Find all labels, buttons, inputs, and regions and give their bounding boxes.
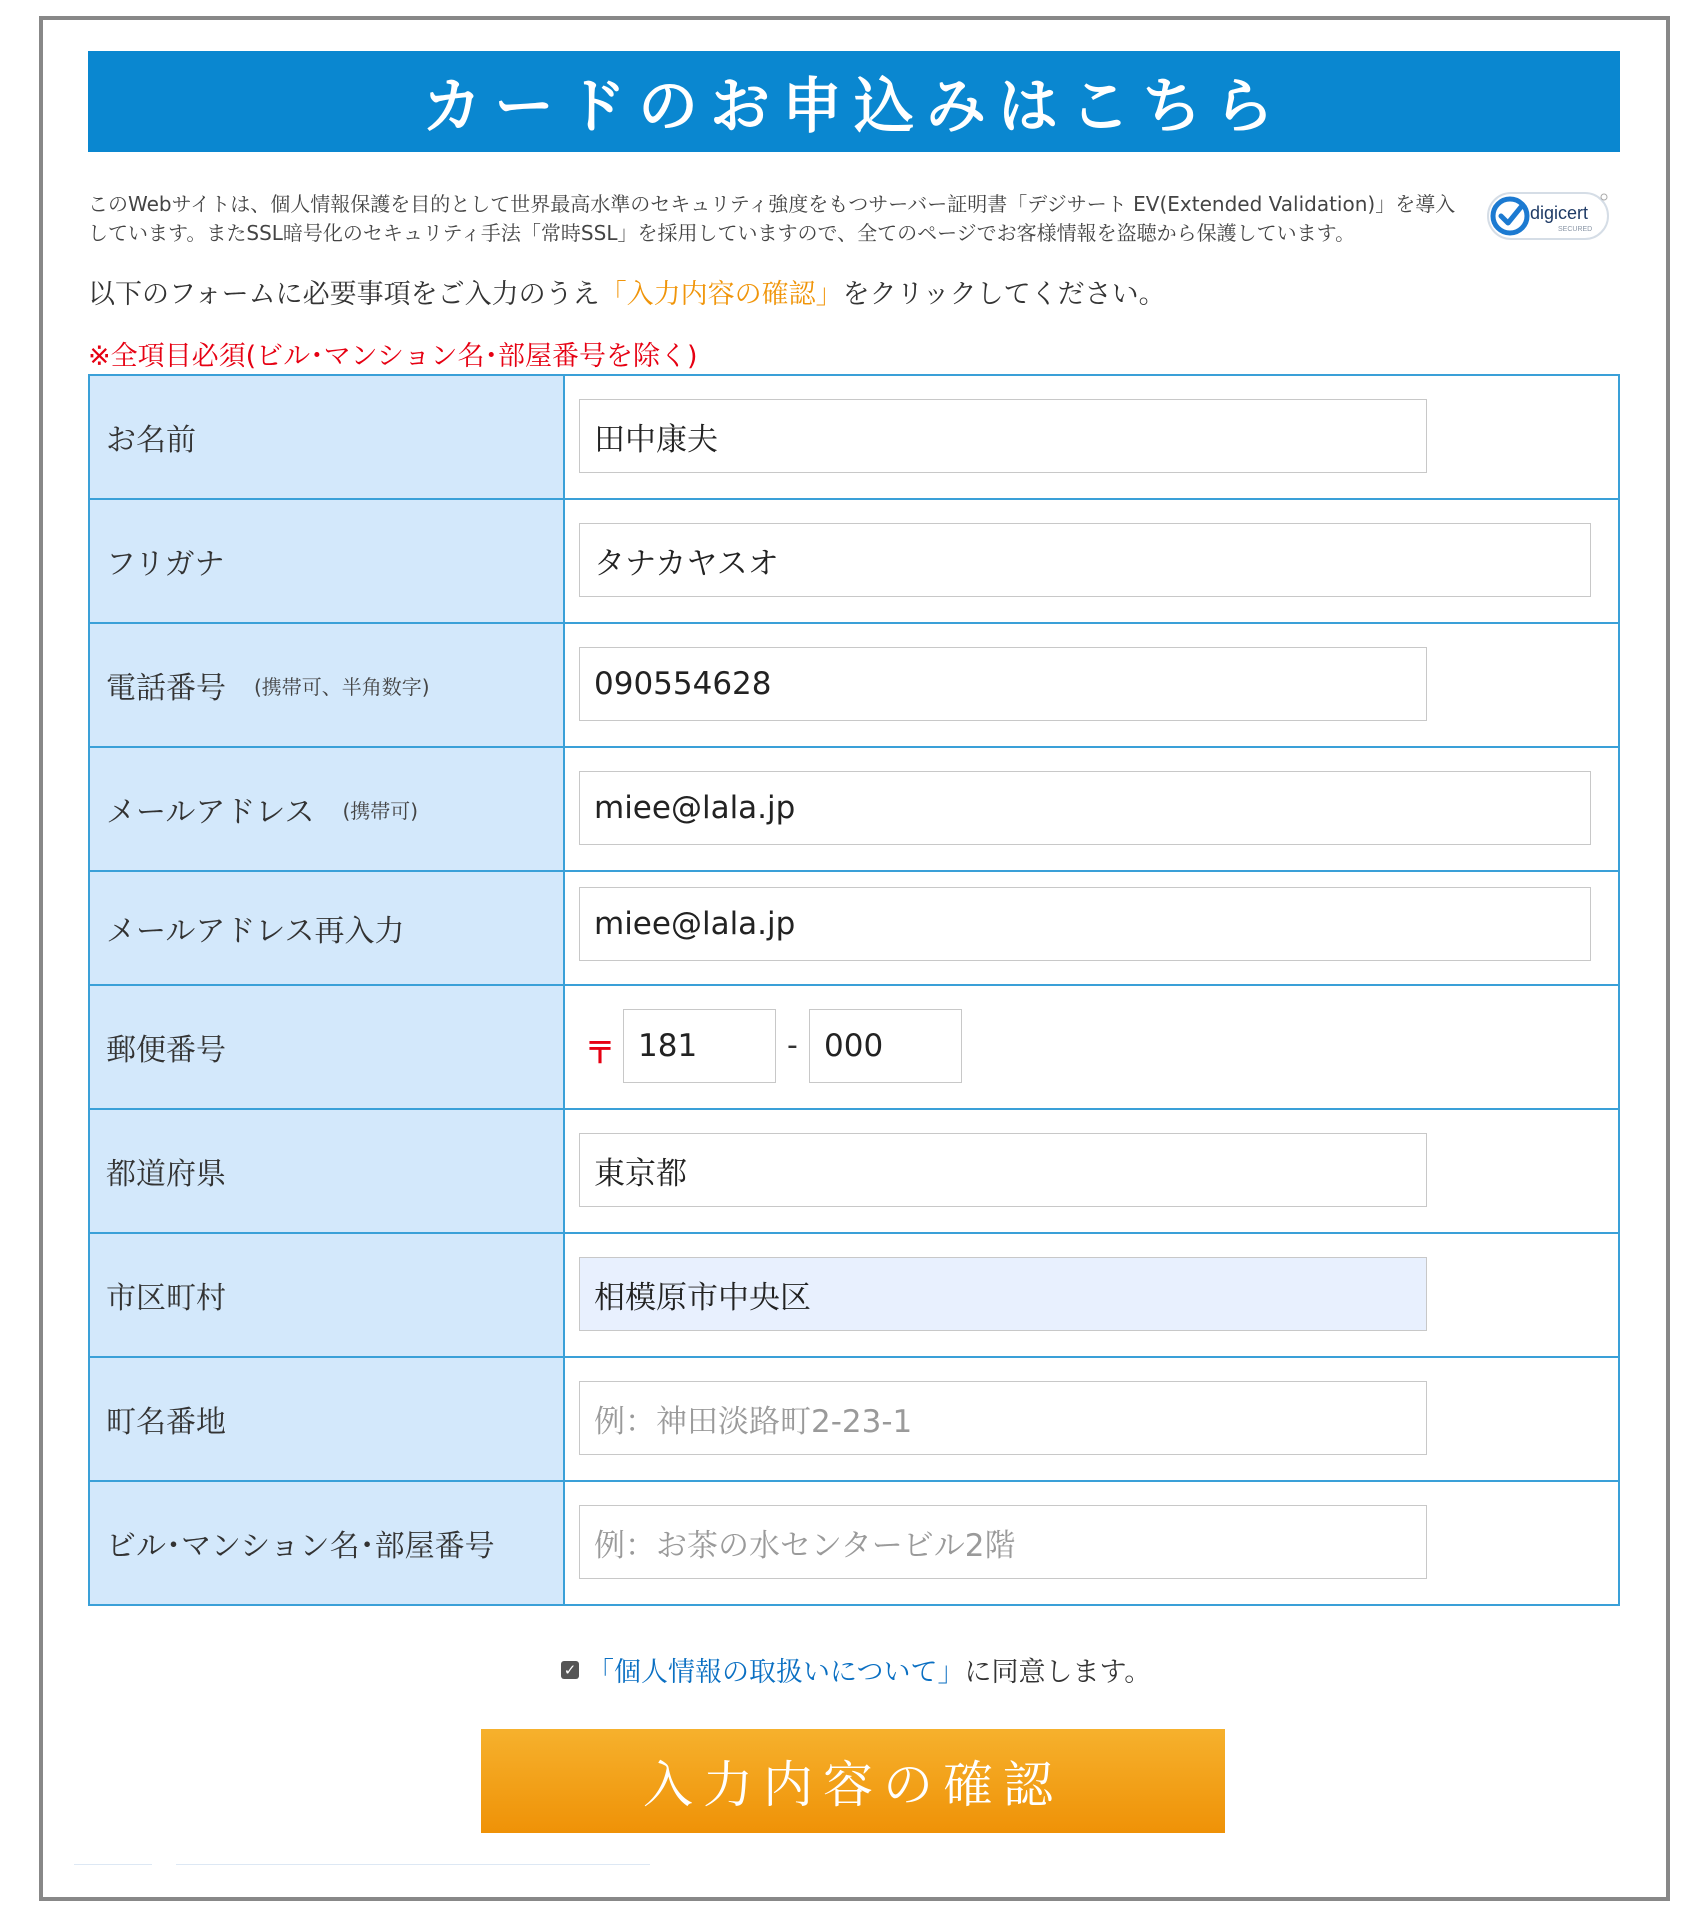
street-input[interactable]: 例：神田淡路町2-23-1 <box>579 1381 1427 1455</box>
city-label: 市区町村 <box>90 1234 565 1356</box>
email-label: メールアドレス (携帯可) <box>90 748 565 870</box>
agreement-checkbox[interactable]: ✓ <box>561 1661 579 1679</box>
security-notice: このWebサイトは、個人情報保護を目的として世界最高水準のセキュリティ強度をもつサーバー証明書「デジサート EV(Extended Validation)」を導入しています。またSSL暗号化のセキュリティ手法「常時SSL」を採用していますので、全てのページでお客様情報を盗聴から保護しています。 <box>88 192 1456 245</box>
building-label: ビル･マンション名･部屋番号 <box>90 1482 565 1604</box>
phone-input[interactable]: 090554628 <box>579 647 1427 721</box>
confirm-input-button[interactable]: 入力内容の確認 <box>481 1729 1225 1833</box>
email-label-note: (携帯可) <box>342 798 419 823</box>
name-label: お名前 <box>90 376 565 498</box>
confirm-reference: 「入力内容の確認」 <box>599 279 843 310</box>
phone-label-note: (携帯可、半角数字) <box>254 674 430 699</box>
building-input[interactable]: 例：お茶の水センタービル2階 <box>579 1505 1427 1579</box>
postal-mark-icon: 〒 <box>585 1036 615 1071</box>
email-confirm-input[interactable]: miee@lala.jp <box>579 887 1591 961</box>
form-row-street <box>88 1356 1620 1482</box>
prefecture-input[interactable]: 東京都 <box>579 1133 1427 1207</box>
furigana-input[interactable]: タナカヤスオ <box>579 523 1591 597</box>
footer-divider-left <box>74 1864 152 1865</box>
agreement-suffix: に同意します。 <box>964 1657 1152 1688</box>
form-instruction: 以下のフォームに必要事項をご入力のうえ「入力内容の確認」をクリックしてください。 <box>88 279 1166 310</box>
privacy-policy-link[interactable]: 「個人情報の取扱いについて」 <box>587 1657 965 1688</box>
footer-divider-right <box>176 1864 650 1865</box>
privacy-agreement <box>561 1650 1151 1689</box>
email-input[interactable]: miee@lala.jp <box>579 771 1591 845</box>
postal-code-first-input[interactable]: 181 <box>623 1009 776 1083</box>
form-row-building <box>88 1480 1620 1606</box>
street-label: 町名番地 <box>90 1358 565 1480</box>
digicert-badge <box>1486 189 1612 243</box>
postal-label: 郵便番号 <box>90 986 565 1108</box>
page-title: カードのお申込みはこちら <box>422 71 1286 142</box>
form-row-email-confirm <box>88 870 1620 986</box>
form-row-furigana <box>88 498 1620 624</box>
city-input[interactable]: 相模原市中央区 <box>579 1257 1427 1331</box>
furigana-label: フリガナ <box>90 500 565 622</box>
form-row-postal <box>88 984 1620 1110</box>
form-row-name <box>88 374 1620 500</box>
required-note: ※全項目必須(ビル･マンション名･部屋番号を除く) <box>88 341 698 372</box>
form-row-city <box>88 1232 1620 1358</box>
form-row-email <box>88 746 1620 872</box>
phone-label: 電話番号 (携帯可、半角数字) <box>90 624 565 746</box>
digicert-wordmark: digicert <box>1530 203 1589 223</box>
digicert-secured-label: SECURED <box>1558 226 1593 233</box>
postal-separator: - <box>787 1028 798 1063</box>
prefecture-label: 都道府県 <box>90 1110 565 1232</box>
page-title-banner <box>88 51 1620 152</box>
postal-code-second-input[interactable]: 000 <box>809 1009 962 1083</box>
name-input[interactable]: 田中康夫 <box>579 399 1427 473</box>
email-confirm-label: メールアドレス再入力 <box>90 872 565 984</box>
form-row-prefecture <box>88 1108 1620 1234</box>
form-row-phone <box>88 622 1620 748</box>
